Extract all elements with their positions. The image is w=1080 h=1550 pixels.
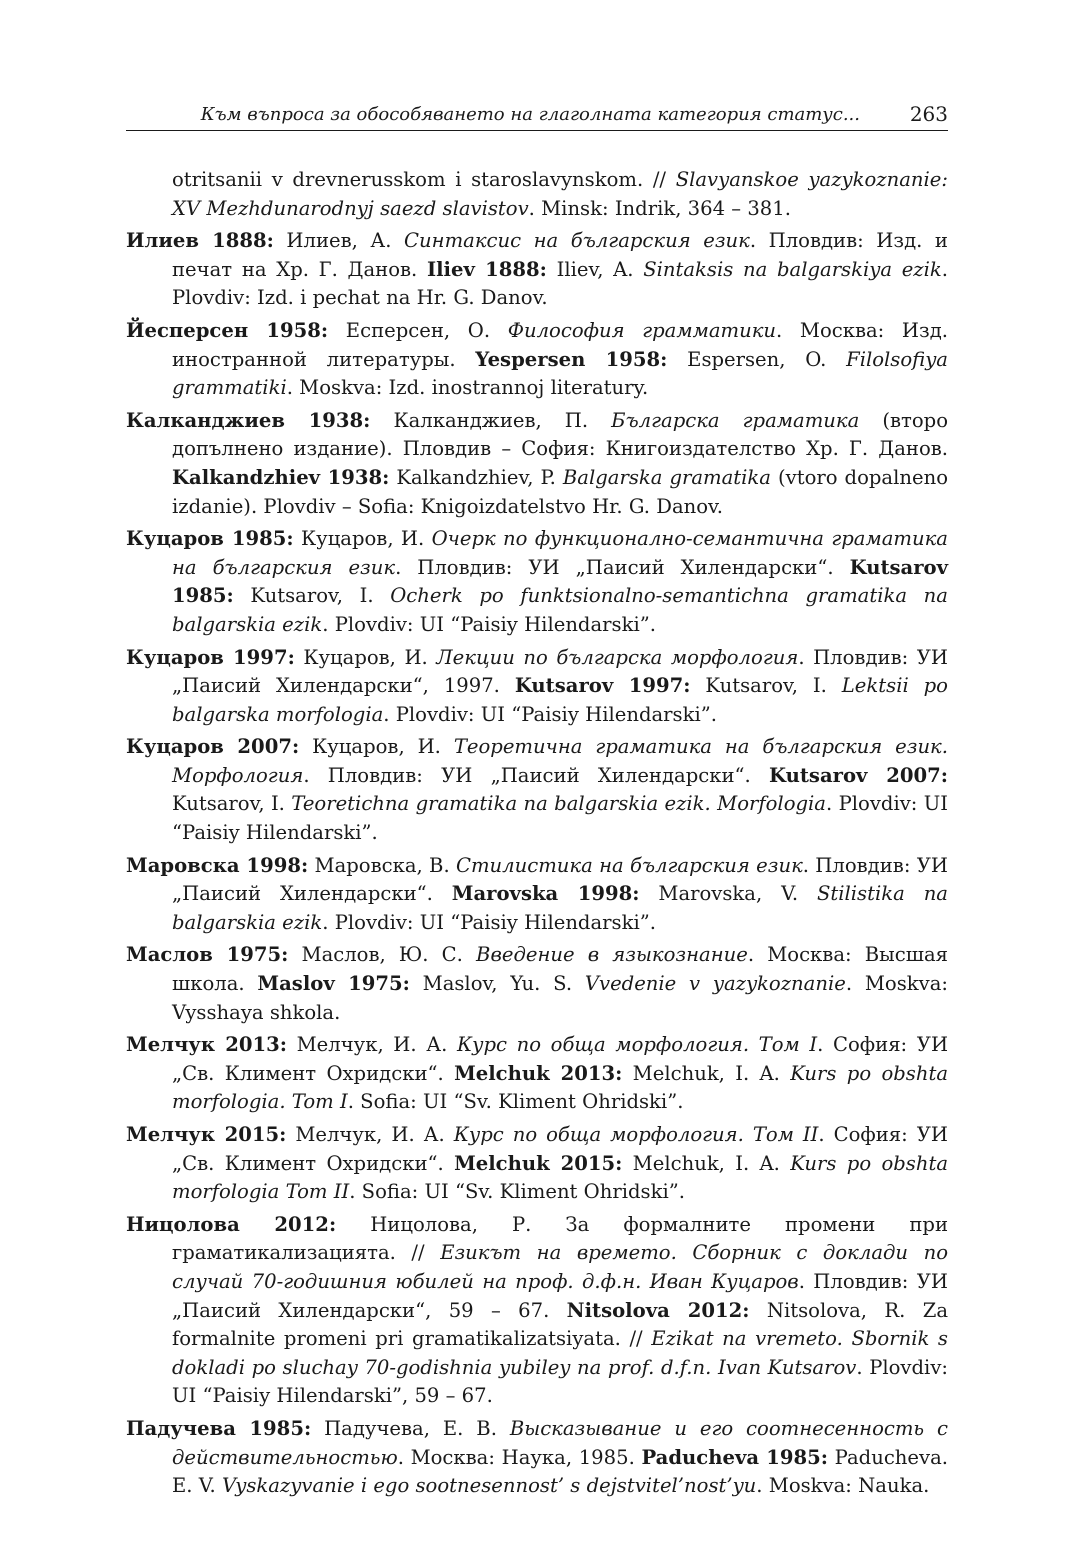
lat-title: Kurs po obshta morfologia. Tom I	[172, 1061, 949, 1114]
cyr-key: Илиев 1888:	[126, 229, 274, 253]
cyr-key: Калканджиев 1938:	[126, 408, 371, 432]
lat-title: Ocherk po funktsionalno-semantichna gramatika na balgarskia ezik	[172, 584, 948, 636]
cyr-author: Падучева, Е. В.	[311, 1416, 510, 1440]
lat-publisher: . Plovdiv: UI “Paisiy Hilendarski”.	[172, 792, 948, 845]
cyr-title: Синтаксис на българския език	[404, 229, 750, 253]
cyr-author: Куцаров, И.	[293, 527, 432, 551]
cyr-author: Маслов, Ю. С.	[288, 943, 477, 967]
cyr-key: Маслов 1975:	[126, 943, 289, 967]
lat-publisher: . Sofia: UI “Sv. Kliment Ohridski”.	[349, 1180, 685, 1204]
lat-publisher: . Moskva: Nauka.	[756, 1474, 930, 1498]
bib-entry	[126, 941, 948, 1027]
lat-key: Melchuk 2013:	[454, 1061, 623, 1085]
cyr-publisher: . Москва: Высшая школа.	[172, 943, 948, 996]
lat-key: Paducheva 1985:	[641, 1445, 829, 1469]
lat-title: Balgarska gramatika	[562, 465, 771, 489]
cyr-author: Ницолова, Р. За формалните промени при граматикализацията. //	[172, 1212, 949, 1265]
lat-publisher: . Plovdiv: UI “Paisiy Hilendarski”.	[322, 612, 656, 636]
bib-entry	[126, 1211, 948, 1411]
lat-author: Kutsarov, I.	[233, 584, 391, 608]
lat-author: Marovska, V.	[639, 882, 817, 906]
cyr-title: Высказывание и его соотнесенность с действительностью	[172, 1416, 948, 1469]
cyr-publisher: . София: УИ „Св. Климент Охридски“.	[172, 1123, 948, 1175]
lat-publisher: . Plovdiv: UI “Paisiy Hilendarski”.	[383, 702, 717, 726]
cyr-publisher: . Москва: Наука, 1985.	[397, 1445, 642, 1469]
lat-title: Vyskazyvanie i ego sootnesennost’ s dejstvitel’nost’yu	[221, 1474, 757, 1498]
lat-key: Marovska 1998:	[451, 882, 640, 906]
cyr-title: Езикът на времето. Сборник с доклади по случай 70-годишния юбилей на проф. д.ф.н. Иван Куцаров	[172, 1241, 948, 1293]
cyr-publisher: . София: УИ „Св. Климент Охридски“.	[172, 1033, 949, 1085]
lat-title: Stilistika na balgarskia ezik	[172, 882, 948, 934]
cyr-title: Введение в языкознание	[476, 943, 748, 967]
lat-title: Sintaksis na balgarskiya ezik	[643, 257, 942, 281]
cyr-title: Очерк по функционално-семантична граматика на българския език	[172, 527, 948, 579]
lat-title: Kurs po obshta morfologia Tom II	[172, 1151, 949, 1204]
lat-author: Espersen, O.	[667, 347, 847, 371]
lat-publisher: . Moskva: Izd. inostrannoj literatury.	[286, 376, 649, 400]
cyr-publisher: . Пловдив: УИ „Паисий Хилендарски“.	[172, 853, 948, 906]
bib-entry	[126, 1121, 948, 1207]
cyr-key: Падучева 1985:	[126, 1416, 312, 1440]
cyr-publisher: (второ допълнено издание). Пловдив – София: Книгоиздателство Хр. Г. Данов.	[172, 408, 948, 461]
cyr-key: Мелчук 2015:	[126, 1123, 287, 1146]
bib-entry	[126, 644, 948, 730]
bib-entry	[126, 1415, 948, 1501]
lat-author: Kutsarov, I.	[172, 792, 292, 816]
lat-author: Iliev, A.	[546, 257, 644, 281]
lat-key: Maslov 1975:	[257, 972, 410, 996]
text-segment: . Minsk: Indrik, 364 – 381.	[528, 196, 791, 220]
cyr-author: Куцаров, И.	[299, 735, 454, 759]
lat-key: Kutsarov 1985:	[172, 555, 948, 608]
cyr-key: Куцаров 2007:	[126, 735, 300, 759]
cyr-title: Курс по обща морфология. Том II	[453, 1123, 819, 1146]
cyr-key: Куцаров 1997:	[126, 645, 295, 669]
cyr-title: Философия грамматики	[507, 318, 777, 342]
cyr-publisher: . Пловдив: УИ „Паисий Хилендарски“, 1997.	[172, 645, 948, 698]
cyr-title: Българска граматика	[611, 408, 860, 432]
lat-title: Ezikat na vremeto. Sbornik s dokladi po sluchay 70-godishnia yubiley na prof. d.f.n. Ivan Kutsarov	[172, 1327, 948, 1379]
bib-entry	[126, 407, 948, 521]
cyr-author: Маровска, В.	[308, 853, 456, 877]
lat-publisher: . Moskva: Vysshaya shkola.	[172, 972, 948, 1024]
cyr-author: Куцаров, И.	[294, 645, 437, 669]
bib-entry	[126, 1031, 948, 1117]
lat-author: Kalkandzhiev, P.	[389, 465, 563, 489]
cyr-publisher: . Пловдив: УИ „Паисий Хилендарски“, 59 – 67.	[172, 1269, 948, 1322]
cyr-title: Курс по обща морфология. Том I	[456, 1033, 818, 1057]
cyr-title: Стилистика на българския език	[455, 853, 803, 877]
cyr-author: Калканджиев, П.	[370, 408, 612, 432]
text-segment: otritsanii v drevnerusskom i staroslavynskom. //	[172, 168, 676, 191]
bibliography-continuation	[126, 166, 948, 223]
cyr-key: Куцаров 1985:	[126, 527, 294, 551]
bib-entry	[126, 317, 948, 403]
lat-publisher: . Plovdiv: UI “Paisiy Hilendarski”.	[322, 910, 656, 934]
page-number: 263	[909, 102, 948, 126]
lat-key: Nitsolova 2012:	[566, 1298, 750, 1322]
cyr-author: Мелчук, И. А.	[287, 1033, 457, 1057]
lat-publisher: . Plovdiv: Izd. i pechat na Hr. G. Danov.	[172, 257, 948, 310]
italic-title: Slavyanskoe yazykoznanie: XV Mezhdunarodnyj saezd slavistov	[172, 168, 948, 220]
lat-publisher: . Sofia: UI “Sv. Kliment Ohridski”.	[347, 1090, 684, 1114]
cyr-key: Маровска 1998:	[126, 853, 309, 877]
bibliography	[126, 166, 948, 1505]
cyr-key: Ницолова 2012:	[126, 1212, 337, 1236]
lat-key: Yespersen 1958:	[475, 347, 668, 371]
lat-author: Maslov, Yu. S.	[409, 972, 585, 996]
lat-key: Kutsarov 2007:	[769, 763, 948, 787]
lat-author: Melchuk, I. A.	[622, 1061, 791, 1085]
lat-publisher: . Plovdiv: UI “Paisiy Hilendarski”, 59 – 67.	[172, 1355, 948, 1408]
lat-author: Paducheva. E. V.	[172, 1445, 948, 1498]
cyr-author: Мелчук, И. А.	[286, 1123, 454, 1146]
cyr-publisher: . Пловдив: УИ „Паисий Хилендарски“.	[395, 555, 850, 579]
cyr-key: Йесперсен 1958:	[126, 318, 329, 342]
lat-title: Vvedenie v yazykoznanie	[584, 972, 846, 996]
running-header	[126, 100, 948, 131]
running-title: Към въпроса за обособяването на глаголната категория статус...	[200, 104, 860, 125]
lat-key: Kutsarov 1997:	[514, 674, 691, 698]
lat-title: Lektsii po balgarska morfologia	[172, 674, 948, 726]
bib-entry	[126, 733, 948, 847]
bib-entry	[126, 852, 948, 938]
lat-publisher: (vtoro dopalneno izdanie). Plovdiv – Sofia: Knigoizdatelstvo Hr. G. Danov.	[172, 465, 948, 518]
lat-title: Teoretichna gramatika na balgarskia ezik. Morfologia	[291, 792, 826, 816]
cyr-publisher: . Москва: Изд. иностранной литературы.	[172, 318, 948, 371]
lat-author: Kutsarov, I.	[690, 674, 842, 698]
cyr-title: Лекции по българска морфология	[436, 645, 799, 669]
bib-entry	[126, 227, 948, 313]
cyr-key: Мелчук 2013:	[126, 1033, 287, 1057]
lat-author: Nitsolova, R. Za formalnite promeni pri gramatikalizatsiyata. //	[172, 1298, 949, 1351]
lat-title: Filolsofiya grammatiki	[172, 347, 948, 400]
lat-author: Melchuk, I. A.	[622, 1151, 791, 1175]
bib-entry	[126, 525, 948, 639]
cyr-publisher: . Пловдив: УИ „Паисий Хилендарски“.	[303, 763, 770, 787]
lat-key: Iliev 1888:	[426, 257, 547, 281]
cyr-publisher: . Пловдив: Изд. и печат на Хр. Г. Данов.	[172, 229, 948, 281]
cyr-title: Теоретична граматика на българския език. Морфология	[172, 735, 948, 787]
lat-key: Melchuk 2015:	[454, 1151, 623, 1175]
cyr-author: Есперсен, О.	[328, 318, 508, 342]
lat-key: Kalkandzhiev 1938:	[172, 465, 390, 489]
cyr-author: Илиев, А.	[273, 229, 405, 253]
